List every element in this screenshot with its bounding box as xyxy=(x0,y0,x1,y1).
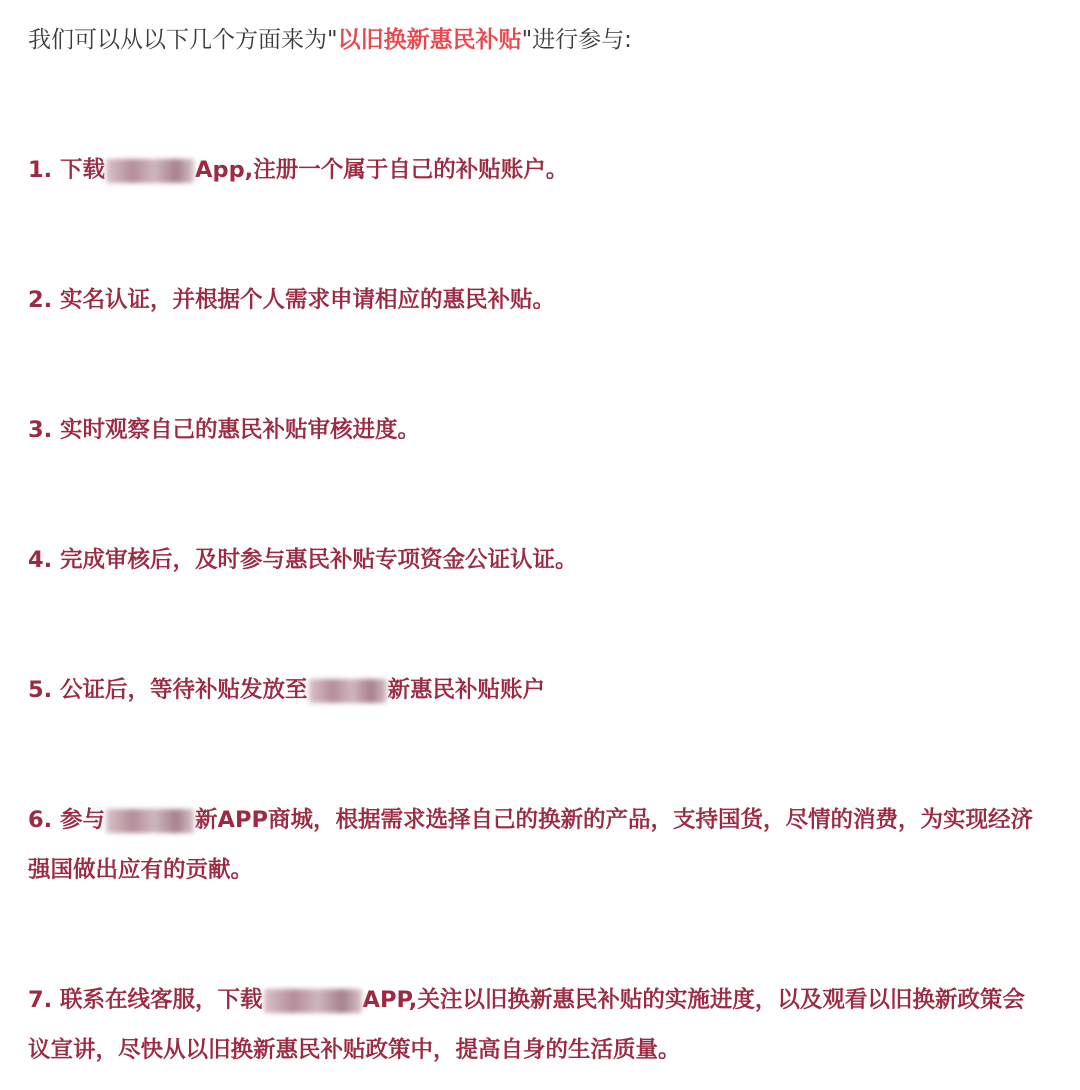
step-6-text-b: 新APP商城，根据需求选择自己的换新的产品，支持国货，尽情的消费，为实现经济强国做出应有的贡献。 xyxy=(28,807,1033,883)
step-2 xyxy=(28,275,1038,325)
step-4 xyxy=(28,535,1038,585)
step-5 xyxy=(28,665,1038,715)
step-7-text-b: APP,关注以旧换新惠民补贴的实施进度，以及观看以旧换新政策会议宣讲，尽快从以旧换新惠民补贴政策中，提高自身的生活质量。 xyxy=(28,987,1025,1063)
step-5-text-a: 5. 公证后，等待补贴发放至 xyxy=(28,677,308,703)
step-6-text-a: 6. 参与 xyxy=(28,807,106,833)
step-4-text: 4. 完成审核后，及时参与惠民补贴专项资金公证认证。 xyxy=(28,547,578,573)
step-7-text-a: 7. 联系在线客服，下载 xyxy=(28,987,263,1013)
step-2-text: 2. 实名认证，并根据个人需求申请相应的惠民补贴。 xyxy=(28,287,556,313)
step-7 xyxy=(28,975,1038,1075)
step-1-text-a: 1. 下载 xyxy=(28,157,106,183)
intro-prefix: 我们可以从以下几个方面来为" xyxy=(28,27,338,53)
blurred-app-name xyxy=(309,679,387,703)
step-3 xyxy=(28,405,1038,455)
blurred-app-name xyxy=(106,809,194,833)
blurred-app-name xyxy=(264,989,362,1013)
step-5-text-b: 新惠民补贴账户 xyxy=(387,677,546,703)
intro-highlight: 以旧换新惠民补贴 xyxy=(337,27,522,53)
step-6 xyxy=(28,795,1038,895)
step-1-text-b: App,注册一个属于自己的补贴账户。 xyxy=(195,157,569,183)
step-3-text: 3. 实时观察自己的惠民补贴审核进度。 xyxy=(28,417,421,443)
intro-suffix: "进行参与: xyxy=(521,27,632,53)
intro-line xyxy=(28,20,632,60)
step-1 xyxy=(28,145,1038,195)
blurred-app-name xyxy=(106,159,194,183)
